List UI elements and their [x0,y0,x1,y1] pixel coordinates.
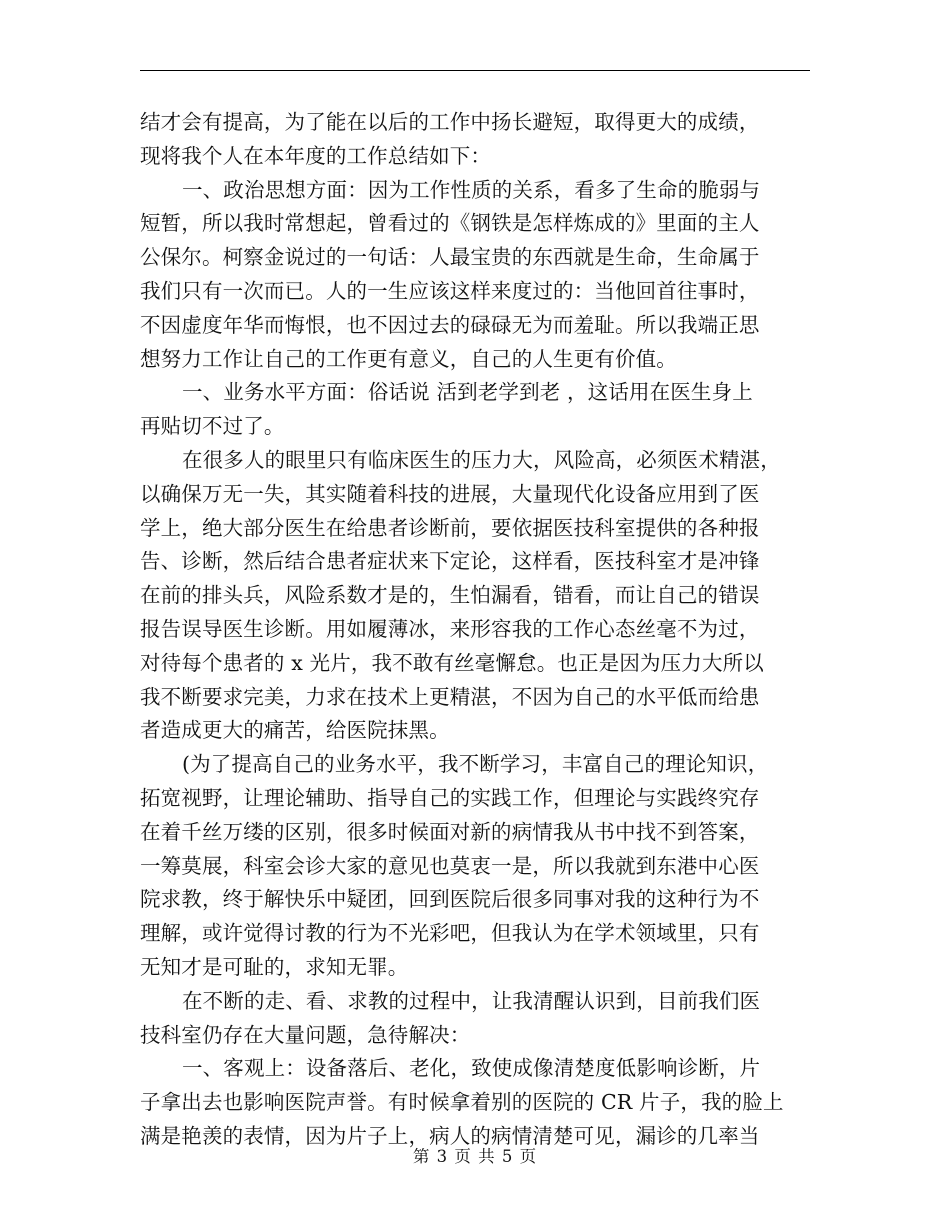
text-line: 无知才是可耻的，求知无罪。 [140,954,409,979]
text-line: 在很多人的眼里只有临床医生的压力大，风险高，必须医术精湛， [182,447,781,472]
text-line: 结才会有提高，为了能在以后的工作中扬长避短，取得更大的成绩， [140,110,760,134]
text-line: 拓宽视野，让理论辅助、指导自己的实践工作，但理论与实践终究存 [140,785,760,810]
text-line: 以确保万无一失，其实随着科技的进展，大量现代化设备应用到了医 [140,481,760,506]
text-line: 理解，或许觉得讨教的行为不光彩吧，但我认为在学术领域里，只有 [140,921,760,946]
text-line: 报告误导医生诊断。用如履薄冰，来形容我的工作心态丝毫不为过， [140,616,760,641]
text-line: 告、诊断，然后结合患者症状来下定论，这样看，医技科室才是冲锋 [140,549,760,574]
text-line: 对待每个患者的 x 光片，我不敢有丝毫懈怠。也正是因为压力大所以 [140,650,764,675]
text-line: 在前的排头兵，风险系数才是的，生怕漏看，错看，而让自己的错误 [140,583,760,608]
page-number-footer: 第 3 页 共 5 页 [412,1147,538,1166]
text-line: 一、政治思想方面：因为工作性质的关系，看多了生命的脆弱与 [182,177,761,202]
text-line: 一筹莫展，科室会诊大家的意见也莫衷一是，所以我就到东港中心医 [140,853,760,878]
text-line: 技科室仍存在大量问题，急待解决： [140,1022,471,1047]
text-line: (为了提高自己的业务水平，我不断学习，丰富自己的理论知识， [182,752,769,777]
text-line: 不因虚度年华而悔恨，也不因过去的碌碌无为而羞耻。所以我端正思 [140,312,760,337]
text-line: 子拿出去也影响医院声誉。有时候拿着别的医院的 CR 片子，我的脸上 [140,1090,784,1115]
text-line: 现将我个人在本年度的工作总结如下： [140,143,492,168]
text-line: 短暂，所以我时常想起，曾看过的《钢铁是怎样炼成的》里面的主人 [140,211,760,236]
text-line: 一、业务水平方面：俗话说 活到老学到老 ，这话用在医生身上 [182,380,753,405]
text-line: 一、客观上：设备落后、老化，致使成像清楚度低影响诊断，片 [182,1056,761,1081]
text-line: 再贴切不过了。 [140,414,285,439]
text-line: 公保尔。柯察金说过的一句话：人最宝贵的东西就是生命，生命属于 [140,245,760,270]
header-rule [140,70,810,71]
text-line: 在着千丝万缕的区别，很多时候面对新的病情我从书中找不到答案， [140,819,760,844]
text-line: 者造成更大的痛苦，给医院抹黑。 [140,718,450,743]
text-line: 在不断的走、看、求教的过程中，让我清醒认识到，目前我们医 [182,988,761,1013]
document-body [140,106,814,1154]
text-line: 满是艳羡的表情，因为片子上，病人的病情清楚可见，漏诊的几率当 [140,1123,760,1148]
text-line: 想努力工作让自己的工作更有意义，自己的人生更有价值。 [140,346,677,371]
text-line: 学上，绝大部分医生在给患者诊断前，要依据医技科室提供的各种报 [140,515,760,540]
text-line: 院求教，终于解快乐中疑团，回到医院后很多同事对我的这种行为不 [140,887,760,912]
text-line: 我不断要求完美，力求在技术上更精湛，不因为自己的水平低而给患 [140,684,760,709]
text-line: 我们只有一次而已。人的一生应该这样来度过的：当他回首往事时， [140,278,760,303]
